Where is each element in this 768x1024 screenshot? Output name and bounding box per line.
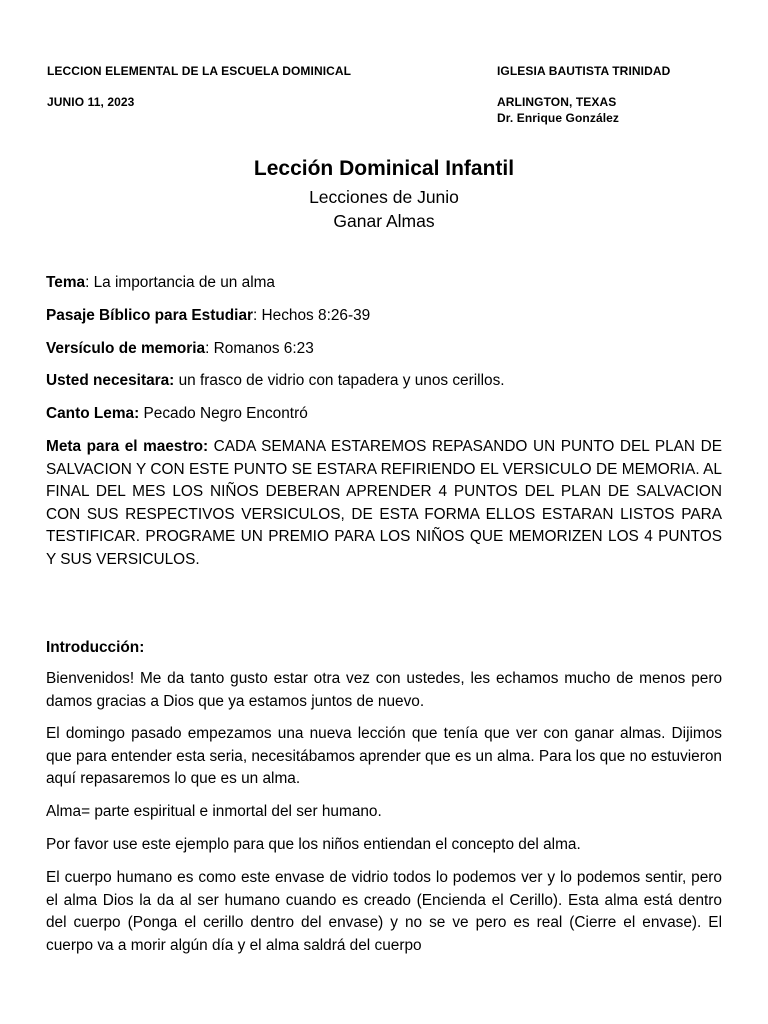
field-necesitara [46, 370, 722, 393]
field-tema [46, 272, 722, 295]
header-location: ARLINGTON, TEXAS [497, 95, 617, 109]
field-pasaje-label: Pasaje Bíblico para Estudiar [46, 307, 253, 324]
header-school-title: LECCION ELEMENTAL DE LA ESCUELA DOMINICAL [47, 64, 352, 78]
field-canto [46, 403, 722, 426]
field-canto-label: Canto Lema: [46, 405, 140, 422]
field-meta [46, 436, 722, 571]
header-church-name: IGLESIA BAUTISTA TRINIDAD [497, 64, 671, 78]
intro-paragraph-3: Alma= parte espiritual e inmortal del ser humano. [46, 803, 382, 820]
field-meta-value: CADA SEMANA ESTAREMOS REPASANDO UN PUNTO DEL PLAN DE SALVACION Y CON ESTE PUNTO SE ESTARA REFIRIENDO EL VERSICULO DE MEMORIA. AL FINAL DEL MES LOS NIÑOS DEBERAN APRENDER 4 PUNTOS DEL PLAN DE SALVACION CON SUS RESPECTIVOS VERSICULOS, DE ESTA FORMA ELLOS ESTARAN LISTOS PARA TESTIFICAR. PROGRAME UN PREMIO PARA LOS NIÑOS QUE MEMORIZEN LOS 4 PUNTOS Y SUS VERSICULOS. [46, 438, 722, 568]
field-tema-label: Tema [46, 274, 86, 291]
field-tema-value: : La importancia de un alma [85, 274, 275, 291]
field-necesitara-value: un frasco de vidrio con tapadera y unos cerillos. [174, 372, 505, 389]
intro-paragraph-1: Bienvenidos! Me da tanto gusto estar otra vez con ustedes, les echamos mucho de menos pero damos gracias a Dios que ya estamos juntos de nuevo. [46, 670, 722, 710]
field-meta-label: Meta para el maestro: [46, 438, 209, 455]
page-subtitle-series: Ganar Almas [333, 211, 435, 231]
field-versiculo [46, 338, 722, 361]
field-canto-value: Pecado Negro Encontró [139, 405, 308, 422]
page-subtitle-month: Lecciones de Junio [309, 187, 459, 207]
field-versiculo-value: : Romanos 6:23 [205, 340, 314, 357]
intro-heading: Introducción: [46, 639, 145, 656]
header-author: Dr. Enrique González [497, 111, 620, 125]
page-title: Lección Dominical Infantil [253, 157, 515, 180]
field-versiculo-label: Versículo de memoria [46, 340, 206, 357]
intro-paragraph-4: Por favor use este ejemplo para que los niños entiendan el concepto del alma. [46, 836, 581, 853]
intro-paragraph-2: El domingo pasado empezamos una nueva lección que tenía que ver con ganar almas. Dijimos que para entender esta seria, necesitábamos aprender que es un alma. Para los que no estuvieron aquí repasaremos lo que es un alma. [46, 725, 722, 787]
intro-paragraph-5: El cuerpo humano es como este envase de vidrio todos lo podemos ver y lo podemos sentir, pero el alma Dios la da al ser humano cuando es creado (Encienda el Cerillo). Esta alma está dentro del cuerpo (Ponga el cerillo dentro del envase) y no se ve pero es real (Cierre el envase). El cuerpo va a morir algún día y el alma saldrá del cuerpo [46, 869, 722, 954]
field-necesitara-label: Usted necesitara: [46, 372, 175, 389]
field-pasaje [46, 305, 722, 328]
field-pasaje-value: : Hechos 8:26-39 [253, 307, 371, 324]
header-date: JUNIO 11, 2023 [47, 95, 135, 109]
